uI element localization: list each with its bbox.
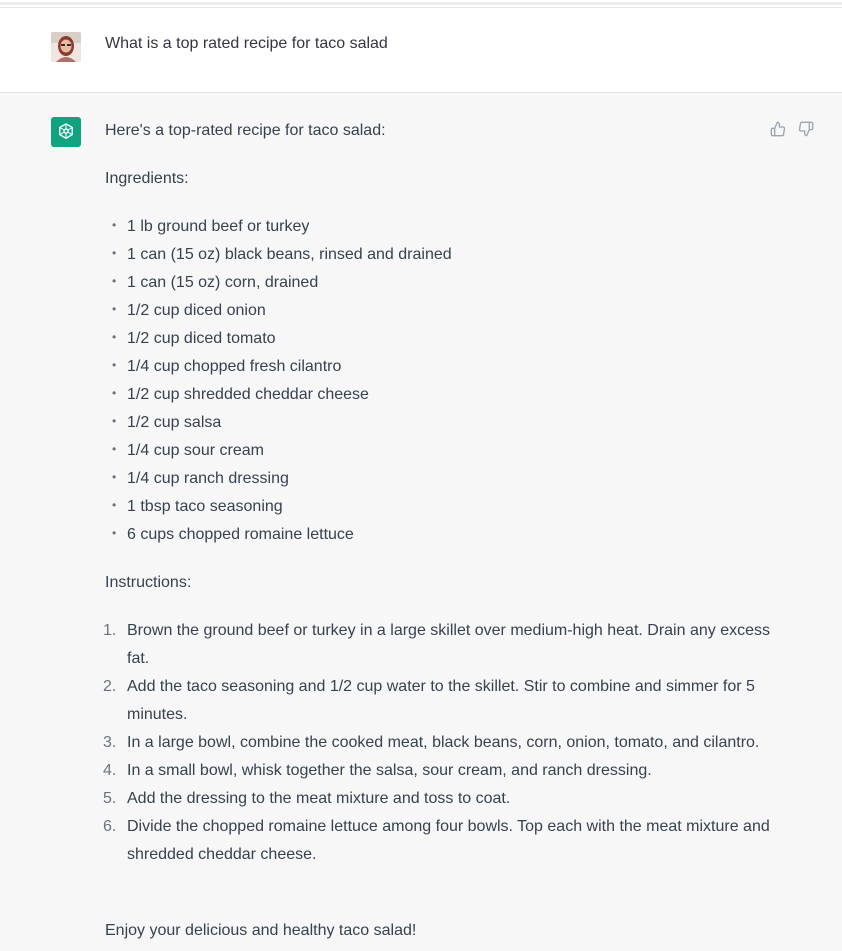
instruction-step: 6. Divide the chopped romaine lettuce among four bowls. Top each with the meat mixture and shredded cheddar cheese. [103, 818, 770, 863]
user-avatar-photo [51, 32, 81, 62]
intro-text: Here's a top-rated recipe for taco salad: [105, 122, 386, 139]
bullet-icon: • [112, 498, 117, 512]
instruction-step: 4. In a small bowl, whisk together the salsa, sour cream, and ranch dressing. [103, 762, 652, 779]
user-message-row [0, 8, 842, 93]
bullet-icon: • [112, 526, 117, 540]
thumbs-down-icon[interactable] [797, 120, 815, 138]
top-border [0, 0, 842, 8]
ingredient-item: • 6 cups chopped romaine lettuce [105, 521, 745, 549]
ingredients-heading: Ingredients: [105, 170, 189, 187]
bullet-icon: • [112, 218, 117, 232]
instructions-list [105, 617, 770, 869]
bullet-icon: • [112, 358, 117, 372]
bullet-icon: • [112, 442, 117, 456]
instructions-heading: Instructions: [105, 574, 192, 591]
instruction-step: 2. Add the taco seasoning and 1/2 cup water to the skillet. Stir to combine and simmer for 5 minutes. [103, 678, 755, 723]
outro-text: Enjoy your delicious and healthy taco salad! [105, 922, 417, 939]
bullet-icon: • [112, 470, 117, 484]
ingredient-item: • 1 can (15 oz) corn, drained [105, 269, 745, 297]
ingredients-list [105, 213, 745, 549]
bullet-icon: • [112, 330, 117, 344]
ingredient-item: • 1/2 cup shredded cheddar cheese [105, 381, 745, 409]
instruction-step: 3. In a large bowl, combine the cooked meat, black beans, corn, onion, tomato, and cilantro. [103, 734, 760, 751]
bullet-icon: • [112, 414, 117, 428]
ingredient-item: • 1/2 cup salsa [105, 409, 745, 437]
thumbs-up-icon[interactable] [769, 120, 787, 138]
ingredient-item: • 1 lb ground beef or turkey [105, 213, 745, 241]
ingredient-item: • 1 can (15 oz) black beans, rinsed and drained [105, 241, 745, 269]
instruction-step: 1. Brown the ground beef or turkey in a large skillet over medium-high heat. Drain any excess fat. [103, 622, 770, 667]
ingredient-item: • 1/2 cup diced tomato [105, 325, 745, 353]
user-message-text: What is a top rated recipe for taco salad [105, 35, 388, 52]
openai-logo-icon [51, 117, 81, 147]
assistant-message-row [0, 93, 842, 951]
ingredient-item: • 1/4 cup ranch dressing [105, 465, 745, 493]
bullet-icon: • [112, 386, 117, 400]
ingredient-item: • 1/2 cup diced onion [105, 297, 745, 325]
bullet-icon: • [112, 274, 117, 288]
ingredient-item: • 1/4 cup chopped fresh cilantro [105, 353, 745, 381]
ingredient-item: • 1/4 cup sour cream [105, 437, 745, 465]
bullet-icon: • [112, 302, 117, 316]
ingredient-item: • 1 tbsp taco seasoning [105, 493, 745, 521]
user-avatar [51, 32, 81, 62]
bullet-icon: • [112, 246, 117, 260]
instruction-step: 5. Add the dressing to the meat mixture and toss to coat. [103, 790, 511, 807]
